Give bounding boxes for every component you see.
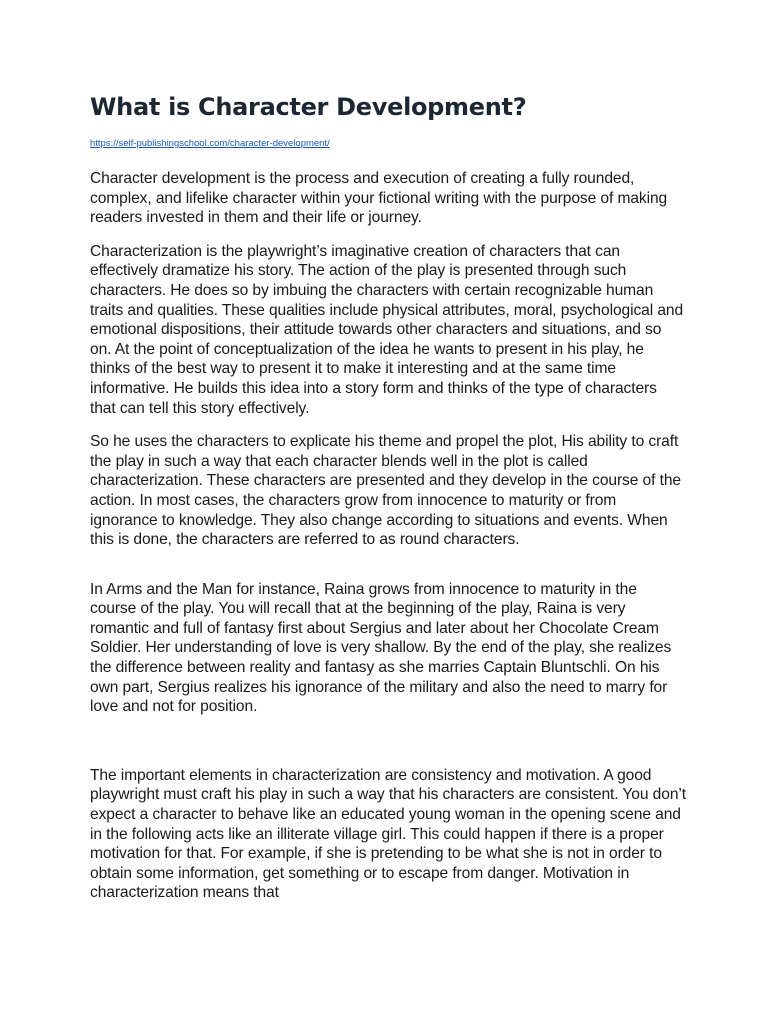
paragraph-round-characters: So he uses the characters to explicate his theme and propel the plot, His ability to craft the play in such a way that each character blends well in the plot is called characterization. These characters are presented and they develop in the course of the action. In most cases, the characters grow from innocence to maturity or from ignorance to knowledge. They also change according to situations and events. When this is done, the characters are referred to as round characters. [90,433,681,549]
source-link[interactable]: https://self-publishingschool.com/character-development/ [90,138,330,149]
paragraph-arms-and-the-man: In Arms and the Man for instance, Raina grows from innocence to maturity in the course of the play. You will recall that at the beginning of the play, Raina is very romantic and full of fantasy first about Sergius and later about her Chocolate Cream Soldier. Her understanding of love is very shallow. By the end of the play, she realizes the difference between reality and fantasy as she marries Captain Bluntschli. On his own part, Sergius realizes his ignorance of the military and also the need to marry for love and not for position. [90,580,672,716]
paragraph-consistency-motivation: The important elements in characterization are consistency and motivation. A good playwright must craft his play in such a way that his characters are consistent. You don’t expect a character to behave like an educated young woman in the opening scene and in the following acts like an illiterate village girl. This could happen if there is a proper motivation for that. For example, if she is pretending to be what she is not in order to obtain some information, get something or to escape from danger. Motivation in characterization means that [90,766,686,902]
paragraph-character-development: Character development is the process and execution of creating a fully rounded, complex, and lifelike character within your fictional writing with the purpose of making readers invested in them and their life or journey. [90,170,668,227]
document-page [90,90,686,903]
page-title: What is Character Development? [90,93,527,121]
paragraph-characterization: Characterization is the playwright’s imaginative creation of characters that can effectively dramatize his story. The action of the play is presented through such characters. He does so by imbuing the characters with certain recognizable human traits and qualities. These qualities include physical attributes, moral, psychological and emotional dispositions, their attitude towards other characters and situations, and so on. At the point of conceptualization of the idea he wants to present in his play, he thinks of the best way to present it to make it interesting and at the same time informative. He builds this idea into a story form and thinks of the type of characters that can tell this story effectively. [90,242,684,417]
